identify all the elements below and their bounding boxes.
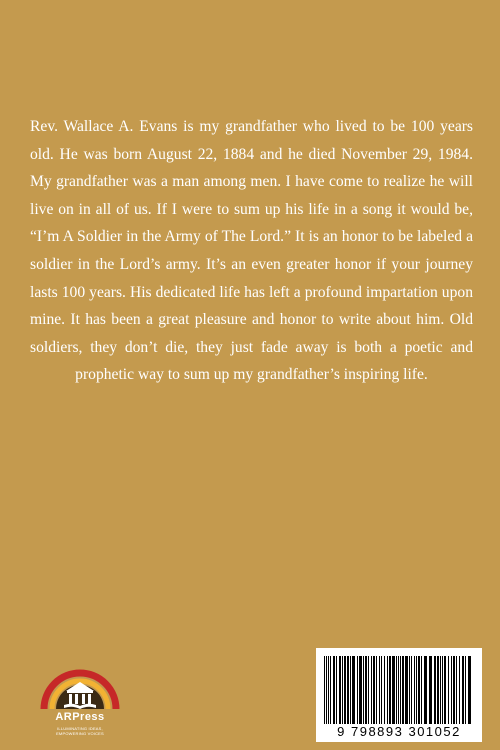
barcode-bar bbox=[336, 656, 337, 724]
barcode-bar bbox=[379, 656, 380, 724]
barcode-bar bbox=[392, 656, 395, 724]
barcode-bar bbox=[342, 656, 343, 724]
isbn-barcode bbox=[316, 648, 482, 742]
barcode-bar bbox=[398, 656, 399, 724]
barcode-bar bbox=[437, 656, 439, 724]
barcode-bar bbox=[359, 656, 362, 724]
barcode-bar bbox=[333, 656, 335, 724]
barcode-bar bbox=[411, 656, 412, 724]
publisher-logo bbox=[30, 635, 130, 740]
barcode-bar bbox=[451, 656, 452, 724]
barcode-bar bbox=[440, 656, 441, 724]
isbn-digits: 9 798893 301052 bbox=[337, 724, 461, 739]
barcode-bar bbox=[418, 656, 420, 724]
barcode-bar bbox=[448, 656, 449, 724]
barcode-bar bbox=[328, 656, 329, 724]
barcode-bar bbox=[330, 656, 331, 724]
barcode-bar bbox=[453, 656, 455, 724]
barcode-bar bbox=[368, 656, 369, 724]
barcode-bar bbox=[421, 656, 422, 724]
barcode-bar bbox=[365, 656, 367, 724]
publisher-name: ARPress bbox=[55, 711, 105, 723]
barcode-bar bbox=[456, 656, 457, 724]
barcode-bar bbox=[429, 656, 432, 724]
temple-book-icon bbox=[30, 635, 130, 715]
barcode-bar bbox=[326, 656, 327, 724]
barcode-bar bbox=[468, 656, 471, 724]
barcode-bar bbox=[324, 656, 325, 724]
barcode-bar bbox=[414, 656, 415, 724]
barcode-bar bbox=[339, 656, 341, 724]
barcode-bar bbox=[444, 656, 446, 724]
barcode-bar bbox=[465, 656, 466, 724]
barcode-bar bbox=[459, 656, 460, 724]
publisher-tagline bbox=[30, 726, 130, 736]
barcode-bars bbox=[324, 656, 474, 724]
barcode-bar bbox=[352, 656, 355, 724]
barcode-bar bbox=[376, 656, 377, 724]
barcode-bar bbox=[373, 656, 375, 724]
barcode-bar bbox=[384, 656, 385, 724]
barcode-bar bbox=[357, 656, 358, 724]
barcode-bar bbox=[434, 656, 436, 724]
barcode-bar bbox=[381, 656, 382, 724]
barcode-bar bbox=[347, 656, 349, 724]
barcode-bar bbox=[402, 656, 404, 724]
barcode-bar bbox=[405, 656, 408, 724]
barcode-bar bbox=[363, 656, 364, 724]
barcode-bar bbox=[416, 656, 417, 724]
publisher-tagline-line-2: EMPOWERING VOICES bbox=[56, 731, 104, 736]
barcode-bar bbox=[462, 656, 464, 724]
barcode-bar bbox=[442, 656, 443, 724]
barcode-bar bbox=[424, 656, 427, 724]
barcode-bar bbox=[344, 656, 346, 724]
barcode-bar bbox=[400, 656, 401, 724]
barcode-bar bbox=[371, 656, 372, 724]
publisher-tagline-line-1: ILLUMINATING IDEAS, bbox=[57, 726, 103, 731]
barcode-bar bbox=[409, 656, 410, 724]
barcode-bar bbox=[350, 656, 351, 724]
barcode-bar bbox=[387, 656, 388, 724]
barcode-bar bbox=[389, 656, 391, 724]
barcode-bar bbox=[396, 656, 397, 724]
back-cover-blurb: Rev. Wallace A. Evans is my grandfather who lived to be 100 years old. He was born August 22, 1884 and he died November 29, 1984. My grandfather was a man among men. I have come to realize he will live on in all of us. If I were to sum up his life in a song it would be, “I’m A Soldier in the Army of The Lord.” It is an honor to be labeled a soldier in the Lord’s army. It’s an even greater honor if your journey lasts 100 years. His dedicated life has left a profound impartation upon mine. It has been a great pleasure and honor to write about him. Old soldiers, they don’t die, they just fade away is both a poetic and prophetic way to sum up my grandfather’s inspiring life. bbox=[30, 118, 473, 384]
